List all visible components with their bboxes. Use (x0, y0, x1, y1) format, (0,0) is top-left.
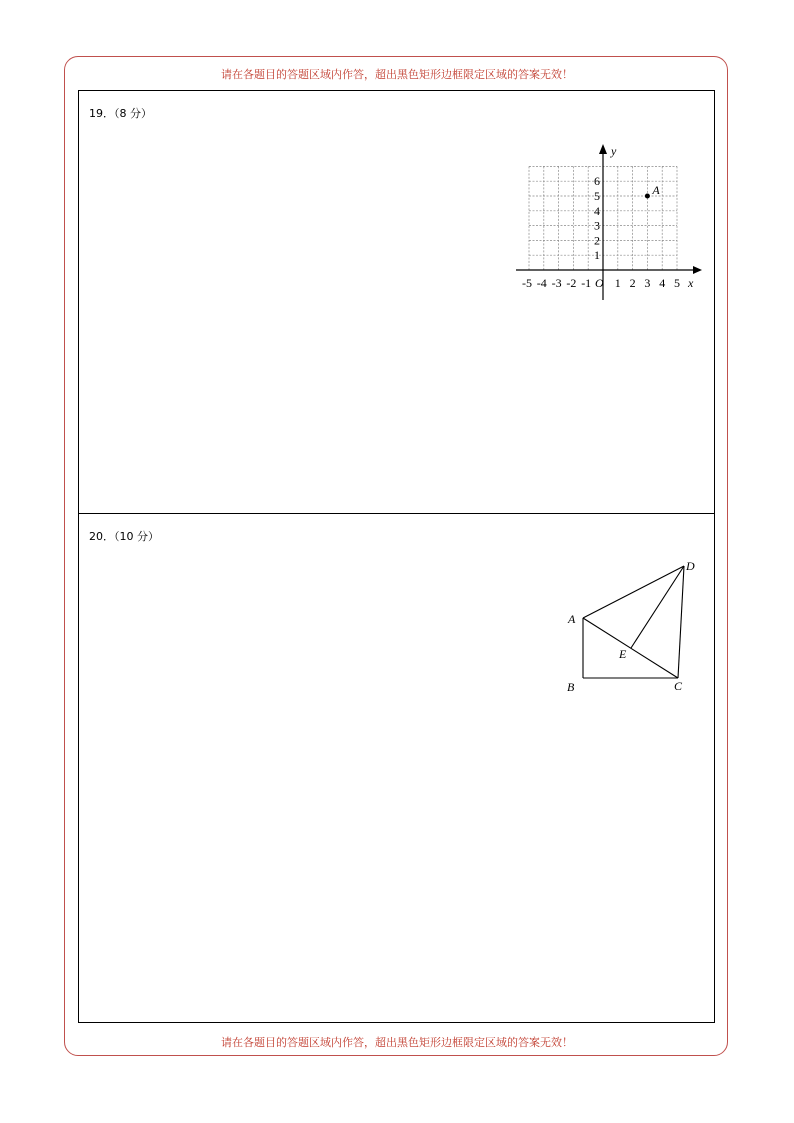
y-tick-label: 2 (594, 233, 600, 248)
y-tick-label: 1 (594, 248, 600, 263)
origin-label: O (595, 276, 604, 290)
x-tick-label: -5 (522, 276, 532, 290)
x-tick-label: 3 (644, 276, 651, 290)
y-axis-arrow (599, 144, 607, 154)
question-19-label: 19．（8 分） (89, 107, 152, 120)
y-tick-label: 5 (594, 189, 600, 203)
y-tick-label: 6 (594, 174, 600, 189)
y-tick-label: 4 (594, 203, 600, 218)
segment-de (631, 566, 684, 648)
segment-dc (678, 566, 684, 678)
vertex-label-a: A (568, 612, 576, 626)
vertex-label-d: D (686, 559, 695, 573)
top-notice: 请在各题目的答题区域内作答，超出黑色矩形边框限定区域的答案无效！ (221, 68, 573, 81)
x-tick-label: 5 (674, 276, 680, 290)
x-tick-label: -3 (551, 276, 562, 290)
segment-ad (583, 566, 684, 618)
x-tick-label: -1 (581, 276, 592, 290)
question-20-label: 20．（10 分） (89, 530, 159, 543)
x-tick-label: 4 (659, 276, 666, 290)
bottom-notice: 请在各题目的答题区域内作答，超出黑色矩形边框限定区域的答案无效！ (221, 1036, 573, 1049)
point-a-dot (645, 194, 650, 199)
x-tick-label: -2 (566, 276, 577, 290)
x-axis-arrow (693, 266, 702, 274)
y-axis-label: y (611, 144, 617, 158)
geometry-figure (560, 555, 710, 700)
vertex-label-c: C (674, 679, 683, 693)
point-a-label: A (652, 183, 660, 197)
coordinate-grid-figure (510, 140, 710, 305)
segment-ac (583, 618, 678, 678)
y-tick-label: 3 (594, 218, 600, 233)
x-tick-label: 1 (614, 276, 621, 290)
point-label-e: E (619, 647, 627, 661)
x-tick-label: 2 (629, 276, 636, 290)
y-tick-labels (594, 174, 600, 262)
x-axis-label: x (688, 276, 694, 290)
x-tick-label: -4 (536, 276, 547, 290)
vertex-label-b: B (567, 680, 575, 694)
